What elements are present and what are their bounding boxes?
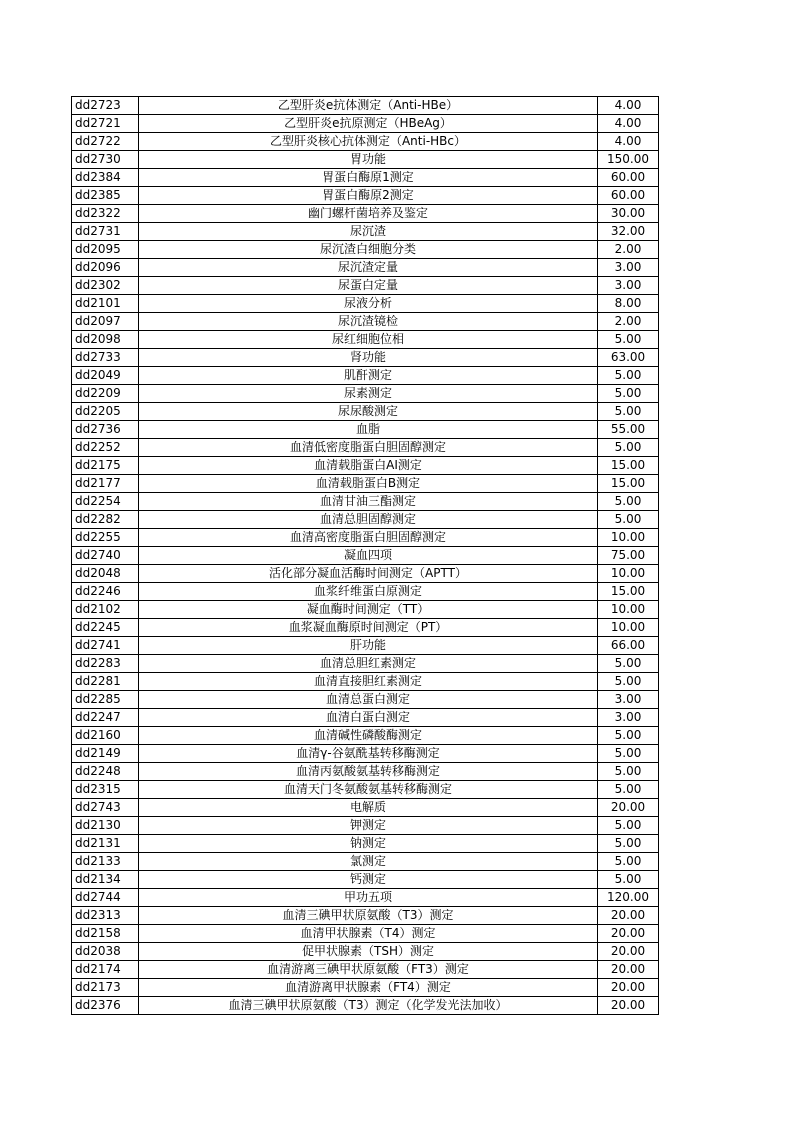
item-name-cell: 肝功能 xyxy=(139,637,598,655)
table-row xyxy=(72,475,659,493)
item-code-cell: dd2385 xyxy=(72,187,139,205)
item-name-cell: 血清高密度脂蛋白胆固醇测定 xyxy=(139,529,598,547)
item-name-cell: 电解质 xyxy=(139,799,598,817)
table-row xyxy=(72,133,659,151)
item-price-cell: 5.00 xyxy=(598,763,659,781)
item-price-cell: 150.00 xyxy=(598,151,659,169)
item-code-cell: dd2174 xyxy=(72,961,139,979)
item-price-cell: 15.00 xyxy=(598,475,659,493)
table-row xyxy=(72,853,659,871)
item-code-cell: dd2173 xyxy=(72,979,139,997)
item-code-cell: dd2247 xyxy=(72,709,139,727)
item-price-cell: 120.00 xyxy=(598,889,659,907)
item-code-cell: dd2744 xyxy=(72,889,139,907)
item-code-cell: dd2134 xyxy=(72,871,139,889)
table-row xyxy=(72,781,659,799)
item-price-cell: 20.00 xyxy=(598,799,659,817)
item-name-cell: 血清三碘甲状原氨酸（T3）测定 xyxy=(139,907,598,925)
item-code-cell: dd2281 xyxy=(72,673,139,691)
item-code-cell: dd2177 xyxy=(72,475,139,493)
table-row xyxy=(72,655,659,673)
item-name-cell: 血清白蛋白测定 xyxy=(139,709,598,727)
item-name-cell: 血清直接胆红素测定 xyxy=(139,673,598,691)
item-price-cell: 3.00 xyxy=(598,259,659,277)
table-row xyxy=(72,367,659,385)
item-price-cell: 32.00 xyxy=(598,223,659,241)
item-name-cell: 血清总胆红素测定 xyxy=(139,655,598,673)
table-row xyxy=(72,115,659,133)
table-row xyxy=(72,691,659,709)
item-code-cell: dd2722 xyxy=(72,133,139,151)
item-name-cell: 凝血酶时间测定（TT） xyxy=(139,601,598,619)
item-code-cell: dd2149 xyxy=(72,745,139,763)
table-row xyxy=(72,151,659,169)
item-code-cell: dd2313 xyxy=(72,907,139,925)
item-name-cell: 血清总蛋白测定 xyxy=(139,691,598,709)
item-name-cell: 促甲状腺素（TSH）测定 xyxy=(139,943,598,961)
item-name-cell: 凝血四项 xyxy=(139,547,598,565)
table-row xyxy=(72,331,659,349)
item-code-cell: dd2282 xyxy=(72,511,139,529)
item-code-cell: dd2723 xyxy=(72,97,139,115)
table-row xyxy=(72,205,659,223)
item-name-cell: 血浆纤维蛋白原测定 xyxy=(139,583,598,601)
item-code-cell: dd2133 xyxy=(72,853,139,871)
item-name-cell: 血清丙氨酸氨基转移酶测定 xyxy=(139,763,598,781)
table-row xyxy=(72,619,659,637)
item-price-cell: 60.00 xyxy=(598,169,659,187)
item-name-cell: 血清总胆固醇测定 xyxy=(139,511,598,529)
table-row xyxy=(72,547,659,565)
item-code-cell: dd2096 xyxy=(72,259,139,277)
item-price-cell: 5.00 xyxy=(598,745,659,763)
table-row xyxy=(72,673,659,691)
table-row xyxy=(72,907,659,925)
table-row xyxy=(72,799,659,817)
item-price-cell: 5.00 xyxy=(598,367,659,385)
table-row xyxy=(72,997,659,1015)
item-name-cell: 尿沉渣白细胞分类 xyxy=(139,241,598,259)
item-code-cell: dd2740 xyxy=(72,547,139,565)
item-name-cell: 血清天门冬氨酸氨基转移酶测定 xyxy=(139,781,598,799)
item-price-cell: 15.00 xyxy=(598,457,659,475)
item-name-cell: 血浆凝血酶原时间测定（PT） xyxy=(139,619,598,637)
table-row xyxy=(72,421,659,439)
item-name-cell: 血清γ-谷氨酰基转移酶测定 xyxy=(139,745,598,763)
item-name-cell: 血清载脂蛋白AⅠ测定 xyxy=(139,457,598,475)
item-name-cell: 钙测定 xyxy=(139,871,598,889)
table-row xyxy=(72,727,659,745)
item-name-cell: 血清甲状腺素（T4）测定 xyxy=(139,925,598,943)
item-code-cell: dd2158 xyxy=(72,925,139,943)
item-code-cell: dd2101 xyxy=(72,295,139,313)
item-name-cell: 尿沉渣定量 xyxy=(139,259,598,277)
item-name-cell: 肾功能 xyxy=(139,349,598,367)
item-code-cell: dd2315 xyxy=(72,781,139,799)
item-code-cell: dd2160 xyxy=(72,727,139,745)
item-price-cell: 20.00 xyxy=(598,907,659,925)
item-price-cell: 20.00 xyxy=(598,925,659,943)
item-name-cell: 尿沉渣 xyxy=(139,223,598,241)
table-row xyxy=(72,97,659,115)
price-table xyxy=(71,96,659,1015)
item-code-cell: dd2733 xyxy=(72,349,139,367)
item-price-cell: 3.00 xyxy=(598,277,659,295)
item-code-cell: dd2245 xyxy=(72,619,139,637)
item-price-cell: 5.00 xyxy=(598,871,659,889)
item-price-cell: 66.00 xyxy=(598,637,659,655)
item-name-cell: 血脂 xyxy=(139,421,598,439)
item-price-cell: 4.00 xyxy=(598,133,659,151)
table-row xyxy=(72,403,659,421)
item-name-cell: 血清载脂蛋白B测定 xyxy=(139,475,598,493)
item-price-cell: 20.00 xyxy=(598,961,659,979)
item-name-cell: 血清低密度脂蛋白胆固醇测定 xyxy=(139,439,598,457)
item-price-cell: 30.00 xyxy=(598,205,659,223)
item-code-cell: dd2741 xyxy=(72,637,139,655)
table-row xyxy=(72,979,659,997)
item-code-cell: dd2730 xyxy=(72,151,139,169)
item-code-cell: dd2048 xyxy=(72,565,139,583)
table-row xyxy=(72,763,659,781)
table-row xyxy=(72,835,659,853)
table-row xyxy=(72,385,659,403)
item-code-cell: dd2098 xyxy=(72,331,139,349)
table-row xyxy=(72,223,659,241)
item-price-cell: 5.00 xyxy=(598,781,659,799)
table-row xyxy=(72,349,659,367)
table-row xyxy=(72,277,659,295)
item-code-cell: dd2038 xyxy=(72,943,139,961)
item-code-cell: dd2302 xyxy=(72,277,139,295)
item-code-cell: dd2254 xyxy=(72,493,139,511)
item-code-cell: dd2102 xyxy=(72,601,139,619)
item-price-cell: 5.00 xyxy=(598,817,659,835)
item-price-cell: 5.00 xyxy=(598,385,659,403)
item-price-cell: 5.00 xyxy=(598,835,659,853)
item-name-cell: 幽门螺杆菌培养及鉴定 xyxy=(139,205,598,223)
table-row xyxy=(72,709,659,727)
item-price-cell: 5.00 xyxy=(598,727,659,745)
item-price-cell: 5.00 xyxy=(598,673,659,691)
table-row xyxy=(72,457,659,475)
item-name-cell: 血清碱性磷酸酶测定 xyxy=(139,727,598,745)
item-name-cell: 肌酐测定 xyxy=(139,367,598,385)
item-price-cell: 5.00 xyxy=(598,511,659,529)
item-name-cell: 尿红细胞位相 xyxy=(139,331,598,349)
item-code-cell: dd2721 xyxy=(72,115,139,133)
item-code-cell: dd2097 xyxy=(72,313,139,331)
item-name-cell: 乙型肝炎核心抗体测定（Anti-HBc） xyxy=(139,133,598,151)
item-price-cell: 5.00 xyxy=(598,853,659,871)
item-code-cell: dd2731 xyxy=(72,223,139,241)
table-row xyxy=(72,745,659,763)
table-row xyxy=(72,439,659,457)
item-name-cell: 钾测定 xyxy=(139,817,598,835)
table-row xyxy=(72,493,659,511)
item-code-cell: dd2285 xyxy=(72,691,139,709)
table-row xyxy=(72,295,659,313)
item-code-cell: dd2049 xyxy=(72,367,139,385)
item-code-cell: dd2246 xyxy=(72,583,139,601)
table-row xyxy=(72,529,659,547)
table-row xyxy=(72,817,659,835)
item-price-cell: 5.00 xyxy=(598,439,659,457)
table-row xyxy=(72,925,659,943)
item-name-cell: 胃功能 xyxy=(139,151,598,169)
item-name-cell: 血清甘油三酯测定 xyxy=(139,493,598,511)
item-code-cell: dd2130 xyxy=(72,817,139,835)
item-price-cell: 8.00 xyxy=(598,295,659,313)
item-name-cell: 胃蛋白酶原1测定 xyxy=(139,169,598,187)
table-row xyxy=(72,259,659,277)
item-price-cell: 2.00 xyxy=(598,313,659,331)
item-code-cell: dd2743 xyxy=(72,799,139,817)
item-code-cell: dd2131 xyxy=(72,835,139,853)
table-row xyxy=(72,961,659,979)
item-price-cell: 63.00 xyxy=(598,349,659,367)
item-code-cell: dd2255 xyxy=(72,529,139,547)
item-name-cell: 尿沉渣镜检 xyxy=(139,313,598,331)
item-code-cell: dd2248 xyxy=(72,763,139,781)
table-row xyxy=(72,943,659,961)
item-price-cell: 15.00 xyxy=(598,583,659,601)
item-price-cell: 55.00 xyxy=(598,421,659,439)
item-name-cell: 乙型肝炎e抗体测定（Anti-HBe） xyxy=(139,97,598,115)
item-price-cell: 5.00 xyxy=(598,493,659,511)
item-code-cell: dd2209 xyxy=(72,385,139,403)
item-price-cell: 5.00 xyxy=(598,655,659,673)
item-code-cell: dd2322 xyxy=(72,205,139,223)
item-name-cell: 钠测定 xyxy=(139,835,598,853)
price-table-body xyxy=(72,97,659,1015)
item-price-cell: 10.00 xyxy=(598,601,659,619)
item-price-cell: 20.00 xyxy=(598,943,659,961)
item-price-cell: 2.00 xyxy=(598,241,659,259)
item-code-cell: dd2376 xyxy=(72,997,139,1015)
table-row xyxy=(72,601,659,619)
item-name-cell: 尿素测定 xyxy=(139,385,598,403)
item-name-cell: 甲功五项 xyxy=(139,889,598,907)
item-price-cell: 20.00 xyxy=(598,997,659,1015)
item-code-cell: dd2095 xyxy=(72,241,139,259)
item-code-cell: dd2384 xyxy=(72,169,139,187)
item-name-cell: 血清游离三碘甲状原氨酸（FT3）测定 xyxy=(139,961,598,979)
table-row xyxy=(72,889,659,907)
table-row xyxy=(72,313,659,331)
table-row xyxy=(72,187,659,205)
item-price-cell: 4.00 xyxy=(598,115,659,133)
item-price-cell: 3.00 xyxy=(598,691,659,709)
item-price-cell: 10.00 xyxy=(598,529,659,547)
item-price-cell: 5.00 xyxy=(598,403,659,421)
item-code-cell: dd2205 xyxy=(72,403,139,421)
table-row xyxy=(72,565,659,583)
table-row xyxy=(72,241,659,259)
table-row xyxy=(72,871,659,889)
item-price-cell: 4.00 xyxy=(598,97,659,115)
item-price-cell: 3.00 xyxy=(598,709,659,727)
item-code-cell: dd2175 xyxy=(72,457,139,475)
item-name-cell: 胃蛋白酶原2测定 xyxy=(139,187,598,205)
item-code-cell: dd2252 xyxy=(72,439,139,457)
item-name-cell: 尿尿酸测定 xyxy=(139,403,598,421)
table-row xyxy=(72,637,659,655)
item-price-cell: 20.00 xyxy=(598,979,659,997)
item-code-cell: dd2736 xyxy=(72,421,139,439)
item-name-cell: 氯测定 xyxy=(139,853,598,871)
item-name-cell: 乙型肝炎e抗原测定（HBeAg） xyxy=(139,115,598,133)
table-row xyxy=(72,169,659,187)
item-name-cell: 活化部分凝血活酶时间测定（APTT） xyxy=(139,565,598,583)
item-name-cell: 血清游离甲状腺素（FT4）测定 xyxy=(139,979,598,997)
item-price-cell: 10.00 xyxy=(598,565,659,583)
item-price-cell: 60.00 xyxy=(598,187,659,205)
item-price-cell: 10.00 xyxy=(598,619,659,637)
item-code-cell: dd2283 xyxy=(72,655,139,673)
table-row xyxy=(72,583,659,601)
item-name-cell: 尿蛋白定量 xyxy=(139,277,598,295)
item-name-cell: 血清三碘甲状原氨酸（T3）测定（化学发光法加收） xyxy=(139,997,598,1015)
item-price-cell: 5.00 xyxy=(598,331,659,349)
item-name-cell: 尿液分析 xyxy=(139,295,598,313)
item-price-cell: 75.00 xyxy=(598,547,659,565)
table-row xyxy=(72,511,659,529)
